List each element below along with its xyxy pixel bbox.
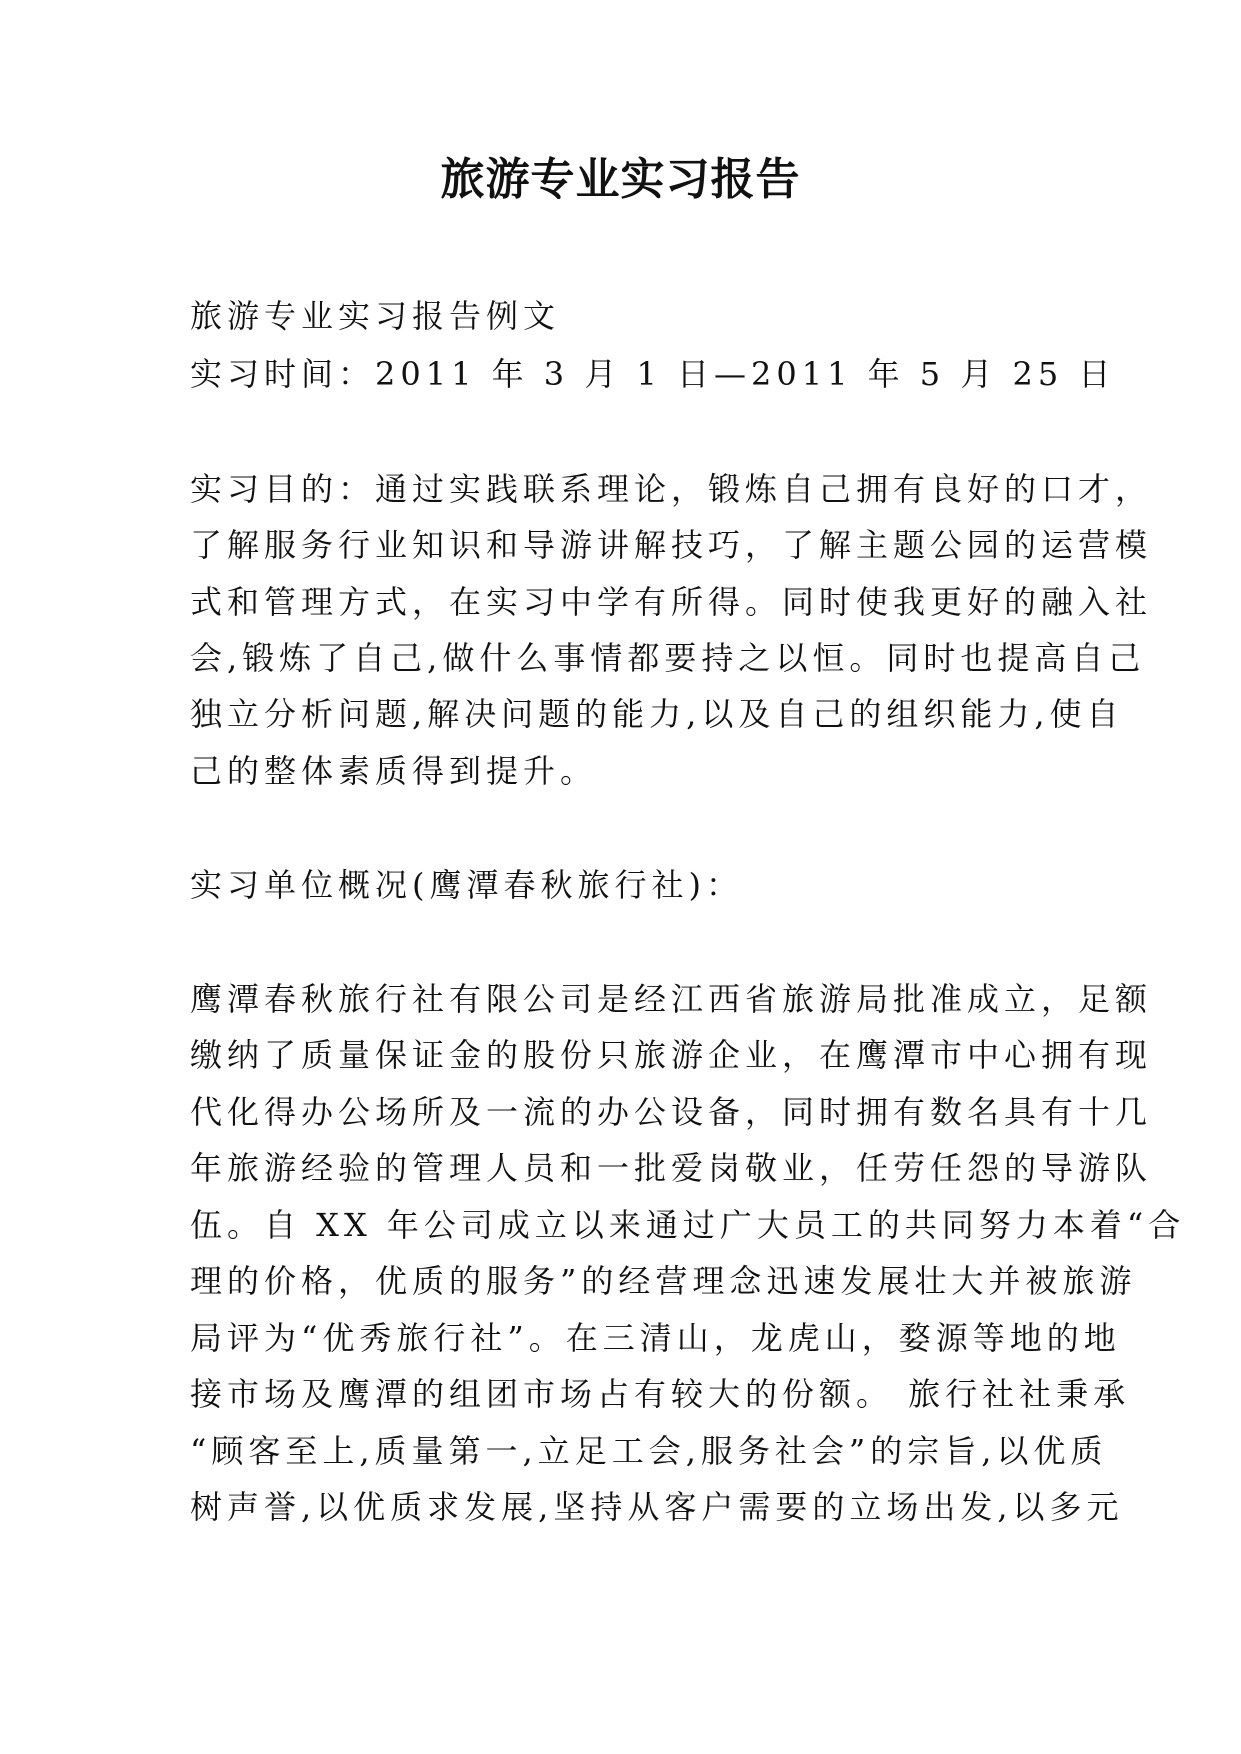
paragraph-line: 理的价格，优质的服务”的经营理念迅速发展壮大并被旅游 [190, 1262, 1137, 1300]
paragraph-line: 式和管理方式，在实习中学有所得。同时使我更好的融入社 [190, 583, 1153, 621]
paragraph-line: 年旅游经验的管理人员和一批爱岗敬业，任劳任怨的导游队 [190, 1149, 1153, 1187]
paragraph-line: 代化得办公场所及一流的办公设备，同时拥有数名具有十几 [190, 1093, 1153, 1131]
document-title: 旅游专业实习报告 [440, 154, 801, 205]
paragraph-line: 实习目的：通过实践联系理论，锻炼自己拥有良好的口才， [190, 470, 1153, 508]
paragraph-line: 树声誉,以优质求发展,坚持从客户需要的立场出发,以多元 [190, 1488, 1124, 1526]
unit-heading: 实习单位概况(鹰潭春秋旅行社)： [190, 866, 743, 904]
paragraph-line: 会,锻炼了自己,做什么事情都要持之以恒。同时也提高自己 [190, 639, 1146, 677]
paragraph-line: 伍。自 XX 年公司成立以来通过广大员工的共同努力本着“合 [190, 1206, 1186, 1244]
paragraph-line: 局评为“优秀旅行社”。在三清山，龙虎山，婺源等地的地 [190, 1319, 1121, 1357]
paragraph-line: 鹰潭春秋旅行社有限公司是经江西省旅游局批准成立，足额 [190, 980, 1153, 1018]
document-subtitle: 旅游专业实习报告例文 [190, 297, 561, 335]
paragraph-line: “顾客至上,质量第一,立足工会,服务社会”的宗旨,以优质 [190, 1432, 1108, 1470]
paragraph-line: 缴纳了质量保证金的股份只旅游企业，在鹰潭市中心拥有现 [190, 1036, 1153, 1074]
paragraph-line: 接市场及鹰潭的组团市场占有较大的份额。 旅行社社秉承 [190, 1375, 1131, 1413]
internship-period: 实习时间：2011 年 3 月 1 日—2011 年 5 月 25 日 [190, 355, 1116, 393]
paragraph-line: 了解服务行业知识和导游讲解技巧，了解主题公园的运营模 [190, 526, 1153, 564]
paragraph-line: 独立分析问题,解决问题的能力,以及自己的组织能力,使自 [190, 695, 1124, 733]
paragraph-line: 己的整体素质得到提升。 [190, 752, 598, 790]
